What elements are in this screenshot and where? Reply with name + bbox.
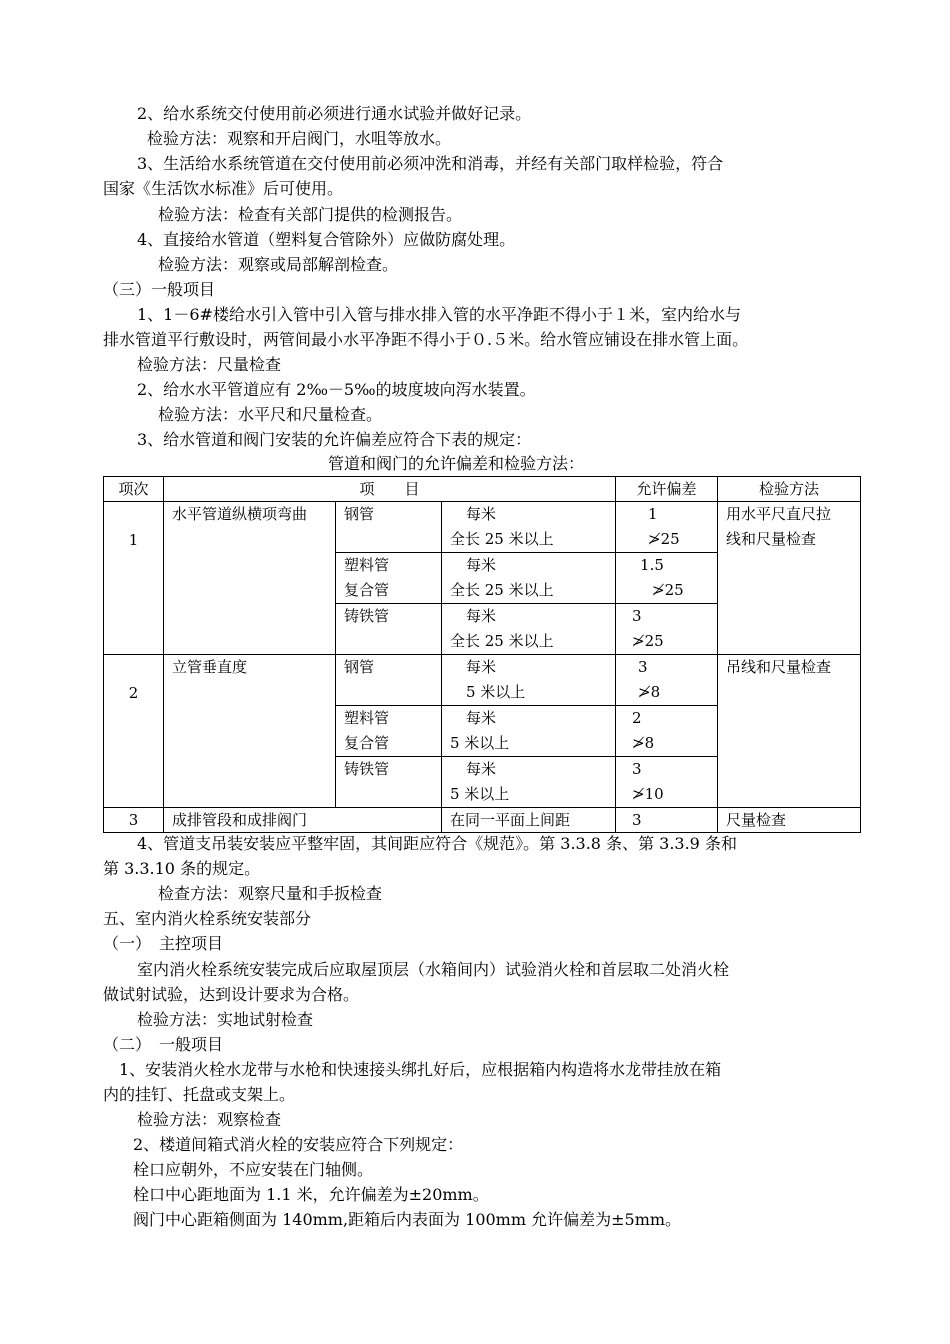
spec-cell: 每米 5 米以上 — [442, 706, 616, 757]
text-line: 4、管道支吊装安装应平整牢固，其间距应符合《规范》。第 3.3.8 条、第 3.3.9 条和 — [137, 834, 737, 853]
text-line: 室内消火栓系统安装完成后应取屋顶层（水箱间内）试验消火栓和首层取二处消火栓 — [137, 960, 730, 979]
table-header-row — [104, 477, 861, 502]
spec-cell: 每米 5 米以上 — [442, 757, 616, 808]
header-cell: 项 目 — [164, 477, 616, 502]
text-line: 栓口应朝外，不应安装在门轴侧。 — [133, 1160, 374, 1179]
item-number: 2 — [104, 655, 164, 808]
table-row — [104, 502, 861, 553]
text-line: 1、1－6#楼给水引入管中引入管与排水排入管的水平净距不得小于１米，室内给水与 — [137, 305, 741, 324]
spec-cell: 每米 全长 25 米以上 — [442, 553, 616, 604]
text-line: 排水管道平行敷设时，两管间最小水平净距不得小于０.５米。给水管应铺设在排水管上面。 — [103, 330, 749, 349]
text-line: 4、直接给水管道（塑料复合管除外）应做防腐处理。 — [137, 230, 516, 249]
text-line: 检验方法：观察和开启阀门，水咀等放水。 — [147, 129, 452, 148]
spec-cell: 每米 全长 25 米以上 — [442, 502, 616, 553]
table-row — [104, 808, 861, 833]
text-line: 2、楼道间箱式消火栓的安装应符合下列规定： — [133, 1135, 464, 1154]
material-cell: 钢管 — [336, 502, 442, 553]
text-line: 内的挂钉、托盘或支架上。 — [103, 1085, 296, 1104]
section-heading: 五、室内消火栓系统安装部分 — [103, 909, 312, 928]
material-cell: 塑料管 复合管 — [336, 706, 442, 757]
text-line: 检验方法：观察检查 — [137, 1110, 282, 1129]
method-cell: 尺量检查 — [718, 808, 861, 833]
text-line: 第 3.3.10 条的规定。 — [103, 859, 261, 878]
item-number: 3 — [104, 808, 164, 833]
header-cell: 允许偏差 — [616, 477, 718, 502]
material-cell: 钢管 — [336, 655, 442, 706]
item-name: 水平管道纵横项弯曲 — [164, 502, 336, 655]
deviation-cell: 1.5 ≯25 — [616, 553, 718, 604]
material-cell: 塑料管 复合管 — [336, 553, 442, 604]
text-line: 检验方法：水平尺和尺量检查。 — [158, 405, 383, 424]
text-line: 3、给水管道和阀门安装的允许偏差应符合下表的规定： — [137, 430, 532, 449]
text-line: 国家《生活饮水标准》后可使用。 — [103, 179, 344, 198]
text-line: 检验方法：观察或局部解剖检查。 — [158, 255, 399, 274]
spec-cell: 在同一平面上间距 — [442, 808, 616, 833]
method-cell: 用水平尺直尺拉 线和尺量检查 — [718, 502, 861, 655]
text-line: 阀门中心距箱侧面为 140mm,距箱后内表面为 100mm 允许偏差为±5mm。 — [133, 1210, 682, 1229]
material-cell: 铸铁管 — [336, 757, 442, 808]
text-line: 1、安装消火栓水龙带与水枪和快速接头绑扎好后，应根据箱内构造将水龙带挂放在箱 — [119, 1060, 722, 1079]
table-caption: 管道和阀门的允许偏差和检验方法： — [328, 454, 585, 473]
text-line: 3、生活给水系统管道在交付使用前必须冲洗和消毒，并经有关部门取样检验，符合 — [137, 154, 724, 173]
item-number: 1 — [104, 502, 164, 655]
deviation-table — [103, 476, 861, 833]
header-cell: 检验方法 — [718, 477, 861, 502]
material-cell: 铸铁管 — [336, 604, 442, 655]
text-line: 检验方法：尺量检查 — [137, 355, 282, 374]
text-line: 检查方法：观察尺量和手扳检查 — [158, 884, 383, 903]
section-heading: （二） 一般项目 — [103, 1035, 224, 1054]
method-cell: 吊线和尺量检查 — [718, 655, 861, 808]
text-line: 2、给水系统交付使用前必须进行通水试验并做好记录。 — [137, 104, 532, 123]
table-row — [104, 655, 861, 706]
deviation-cell: 3 ≯8 — [616, 655, 718, 706]
text-line: 检验方法：检查有关部门提供的检测报告。 — [158, 205, 463, 224]
deviation-cell: 3 ≯25 — [616, 604, 718, 655]
deviation-cell: 2 ≯8 — [616, 706, 718, 757]
text-line: 检验方法：实地试射检查 — [137, 1010, 314, 1029]
item-name: 立管垂直度 — [164, 655, 336, 808]
deviation-cell: 3 — [616, 808, 718, 833]
text-line: 2、给水水平管道应有 2‰－5‰的坡度坡向泻水装置。 — [137, 380, 536, 399]
text-line: 做试射试验，达到设计要求为合格。 — [103, 985, 360, 1004]
header-cell: 项次 — [104, 477, 164, 502]
section-heading: （一） 主控项目 — [103, 934, 224, 953]
spec-cell: 每米 5 米以上 — [442, 655, 616, 706]
deviation-cell: 3 ≯10 — [616, 757, 718, 808]
text-line: 栓口中心距地面为 1.1 米，允许偏差为±20mm。 — [133, 1185, 489, 1204]
section-heading: （三）一般项目 — [103, 280, 216, 299]
spec-cell: 每米 全长 25 米以上 — [442, 604, 616, 655]
deviation-cell: 1 ≯25 — [616, 502, 718, 553]
item-name: 成排管段和成排阀门 — [164, 808, 442, 833]
